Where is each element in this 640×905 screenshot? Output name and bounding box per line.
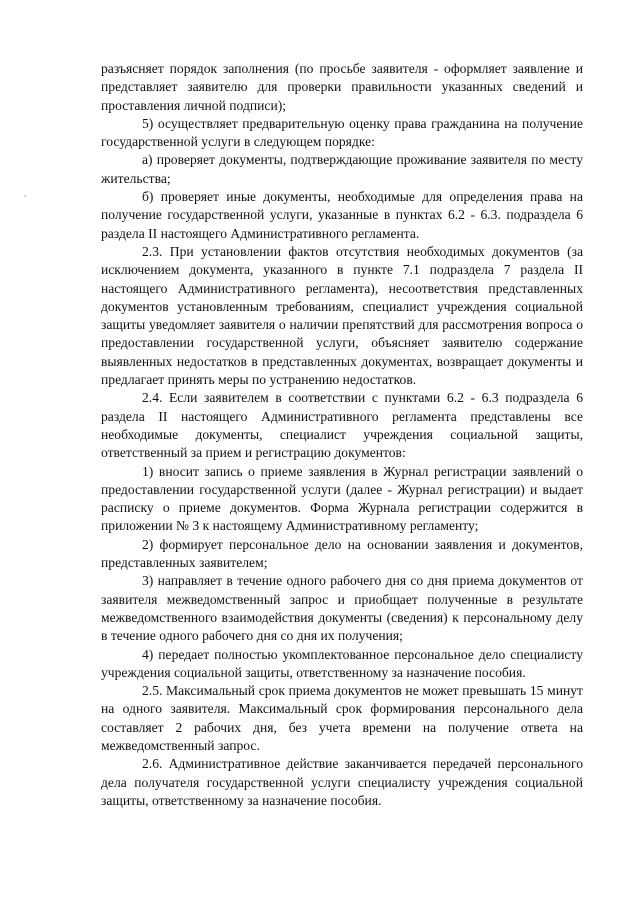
paragraph-2-4: 2.4. Если заявителем в соответствии с пунктами 6.2 - 6.3 подраздела 6 раздела II настоящего Административного регламента представлены все необходимые документы, специалист учреждения социальной защиты, ответственный за прием и регистрацию документов: xyxy=(101,390,583,461)
paragraph-5a: а) проверяет документы, подтверждающие проживание заявителя по месту жительства; xyxy=(101,152,583,186)
paragraph-2-4-3: 3) направляет в течение одного рабочего дня со дня приема документов от заявителя межведомственный запрос и приобщает полученные в результате межведомственного взаимодействия документы (сведения) к персональному делу в течение одного рабочего дня со дня их получения; xyxy=(101,573,583,644)
paragraph-intro-cont: разъясняет порядок заполнения (по просьбе заявителя - оформляет заявление и представляет заявителю для проверки правильности указанных сведений и проставления личной подписи); xyxy=(101,61,583,113)
paragraph-5: 5) осуществляет предварительную оценку права гражданина на получение государственной услуги в следующем порядке: xyxy=(101,115,583,150)
paragraph-2-6: 2.6. Административное действие заканчивается передачей персонального дела получателя государственной услуги специалисту учреждения социальной защиты, ответственному за назначение пособия. xyxy=(101,756,583,808)
paragraph-2-4-2: 2) формирует персональное дело на основании заявления и документов, представленных заявителем; xyxy=(101,536,583,571)
document-body xyxy=(101,60,583,810)
paragraph-2-5: 2.5. Максимальный срок приема документов не может превышать 15 минут на одного заявителя. Максимальный срок формирования персонального дела составляет 2 рабочих дня, без учета времени на получение ответа на межведомственный запрос. xyxy=(101,683,583,753)
paragraph-2-4-4: 4) передает полностью укомплектованное персональное дело специалисту учреждения социальной защиты, ответственному за назначение пособия. xyxy=(101,646,583,680)
paragraph-5b: б) проверяет иные документы, необходимые для определения права на получение государственной услуги, указанные в пунктах 6.2 - 6.3. подраздела 6 раздела II настоящего Административного регламента. xyxy=(101,189,583,241)
paragraph-2-3: 2.3. При установлении фактов отсутствия необходимых документов (за исключением документа, указанного в пункте 7.1 подраздела 7 раздела II настоящего Административного регламента), несоответствия представленных документов установленным требованиям, специалист учреждения социальной защиты уведомляет заявителя о наличии препятствий для рассмотрения вопроса о предоставлении государственной услуги, объясняет заявителю содержание выявленных недостатков в представленных документах, возвращает документы и предлагает принять меры по устранению недостатков. xyxy=(101,243,583,388)
paragraph-2-4-1: 1) вносит запись о приеме заявления в Журнал регистрации заявлений о предоставлении государственной услуги (далее - Журнал регистрации) и выдает расписку о приеме документов. Форма Журнала регистрации содержится в приложении № 3 к настоящему Административному регламенту; xyxy=(101,463,583,534)
scan-artifact xyxy=(24,195,26,197)
